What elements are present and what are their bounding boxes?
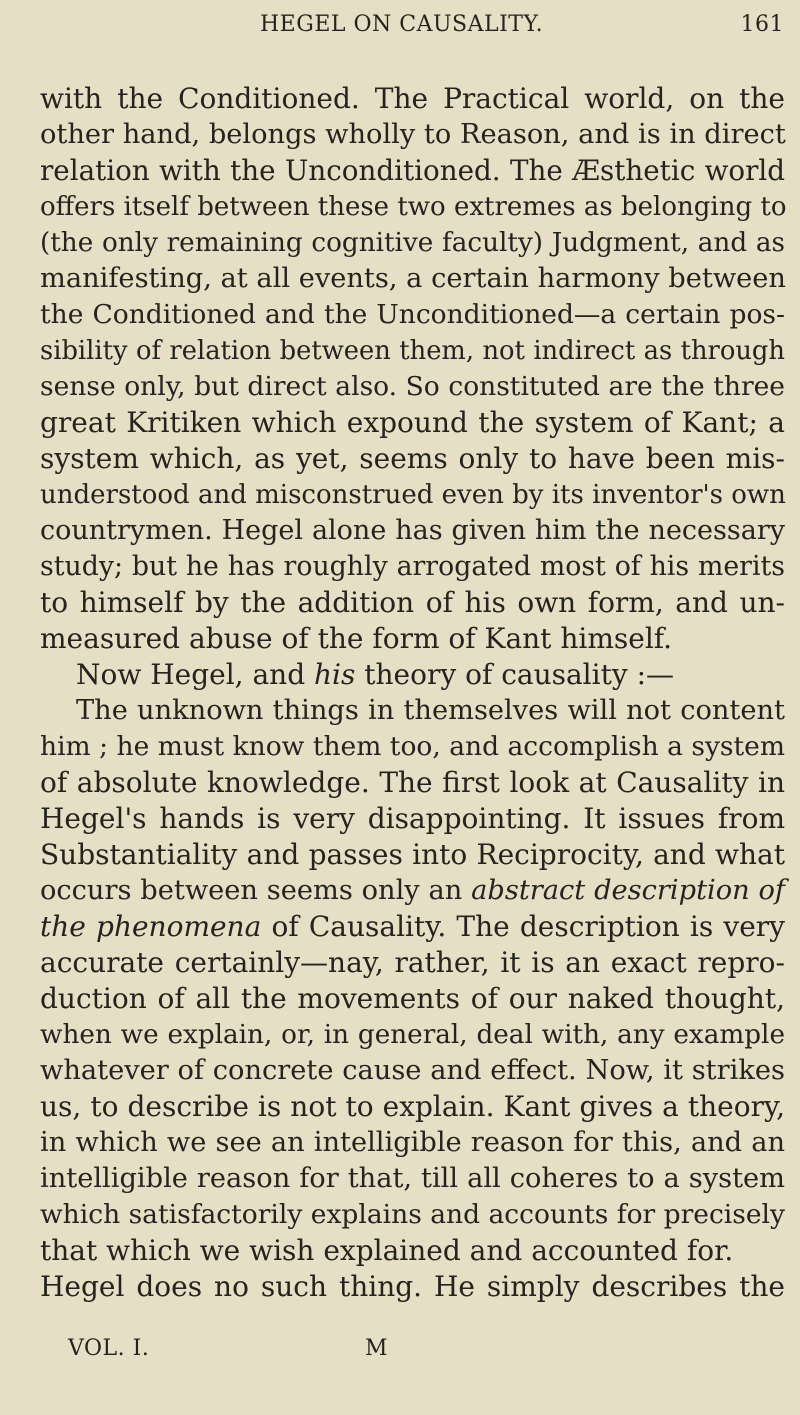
- text-line-italic-1: [40, 873, 785, 909]
- running-title: HEGEL ON CAUSALITY.: [260, 12, 544, 37]
- text-line: us, to describe is not to explain. Kant gives a theory,: [40, 1090, 785, 1123]
- body-text: [40, 81, 785, 1305]
- text-line: intelligible reason for that, till all coheres to a system: [40, 1163, 785, 1194]
- text-line: relation with the Unconditioned. The Æsthetic world: [40, 154, 785, 187]
- text-line: study; but he has roughly arrogated most of his merits: [40, 551, 785, 582]
- para2-after: theory of causality :—: [355, 658, 674, 691]
- italic-line2-italic: the phenomena: [40, 910, 262, 943]
- text-line: Substantiality and passes into Reciprocity, and what: [40, 838, 785, 871]
- text-line-para2: [40, 657, 785, 693]
- para2-italic: his: [314, 658, 356, 691]
- text-line-italic-2: [40, 909, 785, 945]
- text-line: sense only, but direct also. So constituted are the three: [40, 371, 785, 402]
- text-line: great Kritiken which expound the system of Kant; a: [40, 406, 785, 439]
- signature-mark: M: [365, 1336, 389, 1361]
- text-line: whatever of concrete cause and effect. Now, it strikes: [40, 1055, 785, 1086]
- text-line: system which, as yet, seems only to have been mis-: [40, 442, 785, 475]
- text-line: the Conditioned and the Unconditioned—a certain pos-: [40, 299, 785, 330]
- text-line: countrymen. Hegel alone has given him the necessary: [40, 515, 785, 546]
- page-footer: [40, 1336, 785, 1372]
- text-line: offers itself between these two extremes as belonging to: [40, 192, 787, 222]
- text-line: accurate certainly—nay, rather, it is an exact repro-: [40, 946, 785, 979]
- italic-line2-after: of Causality. The description is very: [261, 910, 785, 943]
- text-line: other hand, belongs wholly to Reason, and is in direct: [40, 119, 786, 150]
- text-line: duction of all the movements of our naked thought,: [40, 982, 785, 1015]
- text-line: with the Conditioned. The Practical world, on the: [40, 82, 785, 115]
- text-line: The unknown things in themselves will not content: [76, 695, 785, 726]
- page-number: 161: [740, 12, 784, 37]
- running-head: [40, 4, 790, 48]
- text-line: when we explain, or, in general, deal with, any example: [40, 1020, 785, 1050]
- text-line: sibility of relation between them, not indirect as through: [40, 336, 785, 366]
- text-line: Hegel's hands is very disappointing. It issues from: [40, 802, 785, 835]
- italic-line1-before: occurs between seems only an: [40, 875, 472, 906]
- text-line: which satisfactorily explains and accounts for precisely: [40, 1199, 785, 1230]
- text-line: of absolute knowledge. The first look at Causality in: [40, 766, 785, 799]
- para2-before: Now Hegel, and: [76, 658, 315, 691]
- italic-line1-italic: abstract description of: [471, 875, 785, 906]
- text-line: measured abuse of the form of Kant himself.: [40, 622, 673, 655]
- text-line: understood and misconstrued even by its inventor's own: [40, 480, 786, 510]
- volume-label: VOL. I.: [68, 1336, 150, 1361]
- text-line: him ; he must know them too, and accomplish a system: [40, 731, 785, 762]
- text-line: (the only remaining cognitive faculty) Judgment, and as: [40, 228, 785, 258]
- text-line: manifesting, at all events, a certain harmony between: [40, 263, 786, 294]
- text-line: to himself by the addition of his own form, and un-: [40, 586, 785, 619]
- text-line: in which we see an intelligible reason for this, and an: [40, 1127, 785, 1158]
- text-line: that which we wish explained and accounted for.: [40, 1234, 734, 1267]
- text-line: Hegel does no such thing. He simply describes the: [40, 1270, 785, 1303]
